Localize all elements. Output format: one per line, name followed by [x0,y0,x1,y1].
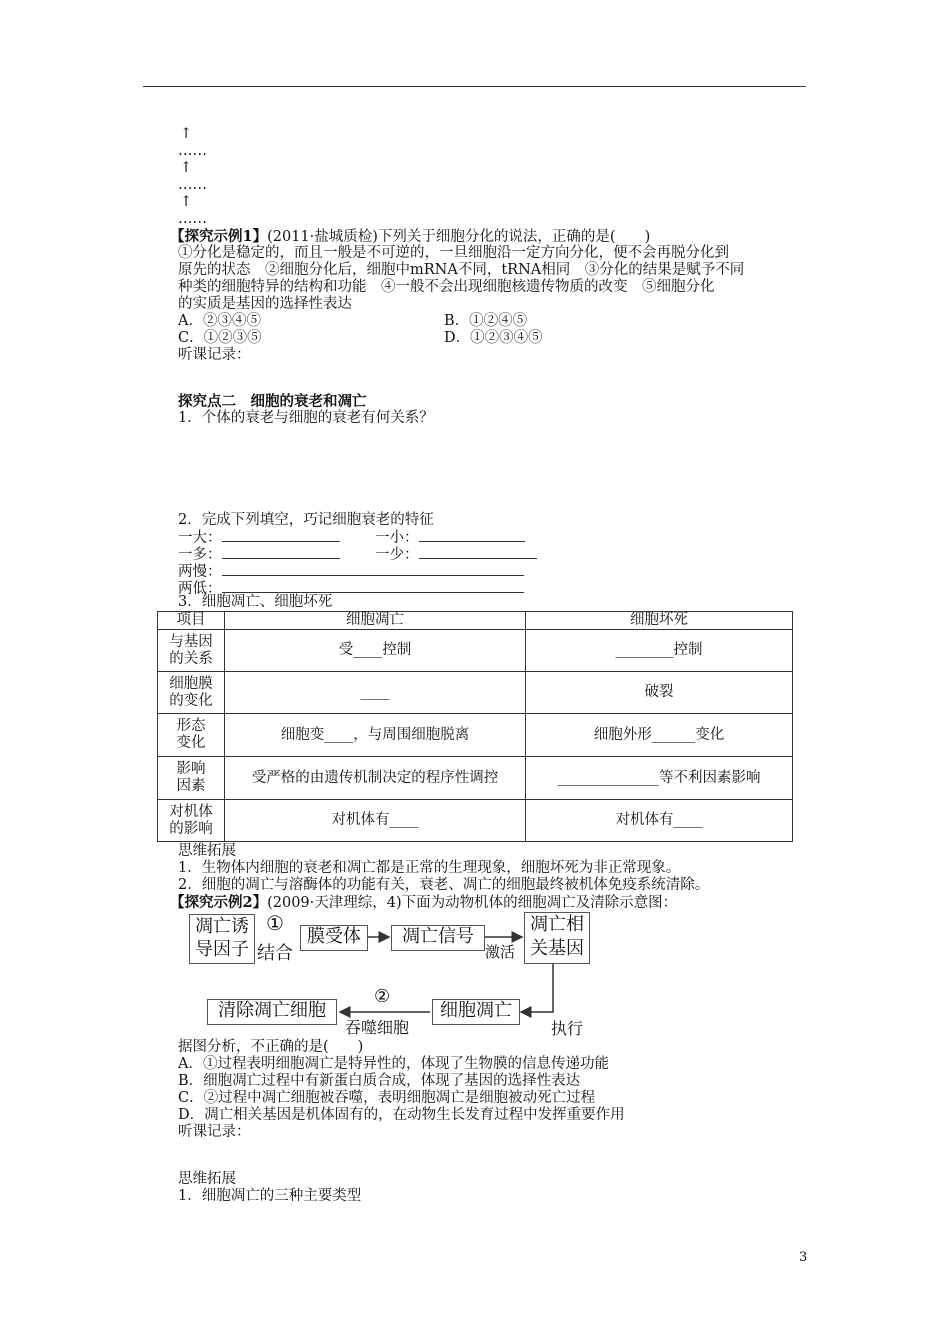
example1-line: 的实质是基因的选择性表达 [178,296,352,312]
example1-title: 【探究示例1】 [170,228,268,245]
fill-label: 一多： [178,547,222,563]
question-2: 2．完成下列填空，巧记细胞衰老的特征 [178,512,434,528]
example2-question: 据图分析，不正确的是( ) [178,1039,364,1055]
row-label-text: 对机体的影响 [169,803,213,837]
row-label-text: 与基因的关系 [169,633,213,667]
necrosis-cell: ________控制 [526,630,793,672]
ellipsis-mark: …… [178,143,207,159]
row-label-text: 形态变化 [176,718,206,751]
up-arrow-mark: ↑ [180,126,193,142]
think-item: 1．生物体内细胞的衰老和凋亡都是正常的生理现象，细胞坏死为非正常现象。 [178,860,681,876]
phago-label: 吞噬细胞 [345,1018,410,1037]
box-line: 凋亡相 [530,914,584,935]
step1-label: ① [266,911,284,935]
option-d: D．凋亡相关基因是机体固有的，在动物生长发育过程中发挥重要作用 [178,1107,625,1123]
necrosis-cell: 对机体有____ [526,800,793,842]
box-line: 导因子 [195,939,249,960]
bind-label: 结合 [257,943,293,964]
question-3: 3．细胞凋亡、细胞坏死 [178,594,333,610]
example1-line: 原先的状态 ②细胞分化后，细胞中mRNA不同，tRNA相同 ③分化的结果是赋予不同 [178,262,745,278]
notes-label: 听课记录： [178,347,251,363]
notes-label: 听课记录： [178,1124,251,1140]
box-line: 凋亡诱 [195,916,249,937]
genes-box [524,912,590,964]
necrosis-cell: 细胞外形______变化 [526,714,793,757]
necrosis-cell: 破裂 [526,672,793,714]
row-label-text: 细胞膜的变化 [169,675,213,709]
apoptosis-cell: 细胞变____，与周围细胞脱离 [225,714,526,757]
inducer-box [189,914,255,964]
necrosis-cell: ______________等不利因素影响 [526,757,793,800]
option-b: B．细胞凋亡过程中有新蛋白质合成，体现了基因的选择性表达 [178,1073,581,1089]
think-item: 2．细胞的凋亡与溶酶体的功能有关，衰老、凋亡的细胞最终被机体免疫系统清除。 [178,877,710,893]
fill-label: 一大： [178,530,222,546]
example2-source: (2009·天津理综，4)下面为动物机体的细胞凋亡及清除示意图： [267,895,678,911]
example1-line: ①分化是稳定的，而且一般是不可逆的，一旦细胞沿一定方向分化，便不会再脱分化到 [178,245,729,261]
section-title: 探究点二 细胞的衰老和凋亡 [178,393,367,410]
apoptosis-cell: ____ [225,672,526,714]
page-number: 3 [799,1250,808,1265]
row-label-text: 影响因素 [176,761,206,794]
step2-label: ② [374,986,391,1007]
option-a: A．①过程表明细胞凋亡是特异性的，体现了生物膜的信息传递功能 [178,1056,609,1072]
option-c: C．①②③⑤ [178,330,262,346]
example1-source: (2011·盐城质检)下列关于细胞分化的说法，正确的是( ) [267,229,651,245]
question-1: 1．个体的衰老与细胞的衰老有何关系？ [178,410,434,426]
table-header: 细胞坏死 [526,612,793,630]
fill-label: 一少： [375,547,419,563]
up-arrow-mark: ↑ [180,160,193,176]
table-header: 细胞凋亡 [225,612,526,630]
signal-box: 凋亡信号 [391,925,485,951]
clear-box: 清除凋亡细胞 [207,999,337,1025]
arrow-genes-apoptosis [521,964,553,1012]
receptor-box: 膜受体 [300,925,368,951]
apoptosis-cell: 受严格的由遗传机制决定的程序性调控 [225,757,526,800]
ellipsis-mark: …… [178,177,207,193]
table-header: 项目 [158,612,225,630]
option-b: B．①②④⑤ [444,313,528,329]
up-arrow-mark: ↑ [180,194,193,210]
fill-label: 两慢： [178,564,222,580]
option-c: C．②过程中凋亡细胞被吞噬，表明细胞凋亡是细胞被动死亡过程 [178,1090,596,1106]
activate-label: 激活 [485,943,516,961]
apoptosis-cell: 对机体有____ [225,800,526,842]
example1-line: 种类的细胞特异的结构和功能 ④一般不会出现细胞核遗传物质的改变 ⑤细胞分化 [178,279,715,295]
fill-label: 一小： [375,530,419,546]
box-line: 关基因 [530,938,584,959]
apoptosis-cell: 受____控制 [225,630,526,672]
example2-title: 【探究示例2】 [170,894,268,911]
apoptosis-box: 细胞凋亡 [432,999,520,1025]
fill-label: 两低： [178,581,222,597]
execute-label: 执行 [551,1019,584,1038]
think-title: 思维拓展 [178,843,236,859]
ellipsis-mark: …… [178,211,207,227]
think-item: 1．细胞凋亡的三种主要类型 [178,1188,362,1204]
think-title: 思维拓展 [178,1171,236,1187]
option-a: A．②③④⑤ [178,313,261,329]
option-d: D．①②③④⑤ [444,330,543,346]
